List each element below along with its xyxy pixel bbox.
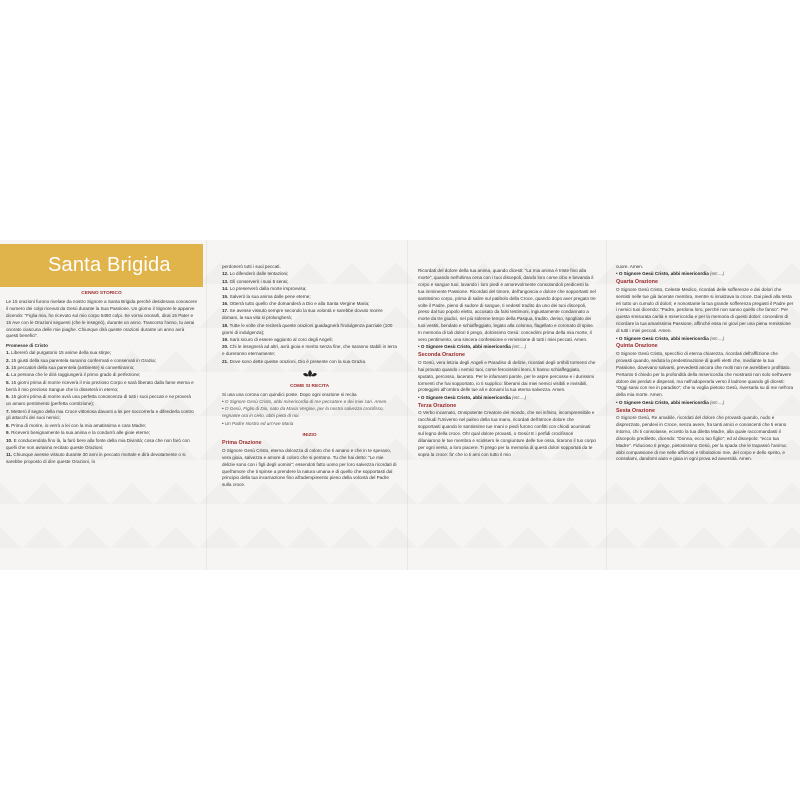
promesse-heading: Promesse di Cristo xyxy=(6,343,48,349)
quinta-text: O Signore Gesù Cristo, specchio di eterna chiarezza, ricordati dell'afflizione che provasti quando, seduta la predestinazione di quelli eletti che, mediante la tua Passione, dovevano salvarsi, prevedesti ancora che molti non ne avrebbero profittato. Pertanto ti chiedo per la profondità della misericordia che mostrasti non solo nell'avere dolore dei perduti e disperati, ma nell'adoperarla verso il ladrone quando gli dicesti: "Oggi sarai con me in paradiso"; che tu voglia pietoso Gesù, riversarla su di me nell'ora della mia morte. Amen. xyxy=(616,350,794,398)
promise-item: 19. Sarà sicuro di essere aggiunto al coro degli Angeli; xyxy=(222,337,333,343)
come-text: Si usa una corona con quindici poste. Dopo ogni orazione si recita xyxy=(222,391,357,397)
quarta-title: Quarta Orazione xyxy=(616,279,658,286)
seconda-text: O Gesù, vera letizia degli Angeli e Paradiso di delizie, ricordati degli orribili tormenti che hai provato quando i nemici tuoi, come ferocissimi leoni, ti hanno schiaffeggiato, sputato, percosso, lacerato. Per le infamanti parole, per le aspre percosse e i durissimi tormenti che hai sopportato, io ti supplico: liberami dai miei nemici visibili e invisibili, proteggimi all'ombra delle tue ali e donami la tua eterna salvezza. Amen. xyxy=(418,359,596,393)
promise-item: 18. Tutte le volte che reciterà queste orazioni guadagnerà l'indulgenza parziale (100 giorni di indulgenza); xyxy=(222,322,393,335)
prima-text: O Signore Gesù Cristo, eterna dolcezza di coloro che ti amano e che in te sperano, vera gioia, salvezza e amore di coloro che si pentono. Tu che hai detto: "Le mie delizie sono con i figli degli uomini"; essendoti fatto uomo per loro salvezza ricordati di quell'amore che ti spinse a prendere la natura umana e di quello che sopportasti dal principio della tua incarnazione fino all'adempimento pieno della volontà del Padre sulla croce. xyxy=(222,447,397,488)
cenno-heading: CENNO STORICO xyxy=(81,291,122,296)
seconda-title: Seconda Orazione xyxy=(418,352,466,359)
promise-item: 10. E conducendola fino là, la farò bere alla fonte della mia Divinità; cosa che non farò con quelli che non avranno recitato queste Orazioni; xyxy=(6,437,190,450)
column-4 xyxy=(616,264,794,464)
quarta-text: O Signore Gesù Cristo, Celeste Medico, ricordati delle sofferenze e dei dolori che sentisti nelle tue già lacerate membra, mentre si innalzava la croce. Dai piedi alla testa eri tutto un cumulo di dolori; e nonostante la tua grande sofferenza pregasti il Padre per i nemici tuoi dicendo: "Padre, perdona loro, perché non sanno quello che fanno". Per questa smisurata carità e misericordia e per la memoria di questi dolori: concedimi di ricordare la tua amarissima Passione, affinché essa mi giovi per una piena remissione di tutti i miei peccati. Amen. xyxy=(616,286,794,334)
promise-item: 12. Lo difenderò dalle tentazioni; xyxy=(222,271,289,277)
promise-item: 11. Chiunque avesse vissuto durante 30 anni in peccato mortale e dirà devotamente o si sarebbe proposto di dire queste Orazioni, lo xyxy=(6,451,186,464)
prima-text-continued: Ricordati del dolore della tua anima, quando dicesti: "La mia anima è triste fino alla morte", quando nell'ultima cena con i tuoi discepoli, dando loro come cibo e bevanda il corpo e sangue tuoi, lavando i loro piedi e amorevolmente consolandoli predicesti la tua imminente Passione. Ricordati del timore, dell'angoscia e dolore che sopportasti nel santissimo corpo, prima di salire sul patibolo della Croce, quando dopo aver pregato tre volte il Padre, pieno di sudore di sangue, ti vedesti tradito da uno dei tuoi discepoli, preso dal tuo popolo eletto, accusato da falsi testimoni, ingiustamente condannato a morte da tre giudici, nel più solenne tempo della Pasqua, tradito, deriso, spogliato dei tuoi vestiti, bendato e schiaffeggiato, legato alla colonna, flagellato e coronato di spine. In memoria di tali dolori ti prego, dolcissimo Gesù: concedimi prima della mia morte, il vero pentimento, una sincera confessione e remissione di tutti i miei peccati. Amen. xyxy=(418,268,596,343)
promise-item: 3. 15 peccatori della sua parentela (ambiente) si convertiranno; xyxy=(6,365,135,371)
refrain-line: • O Signore Gesù Cristo, abbi misericordia (etc....) xyxy=(616,271,725,277)
sesta-title: Sesta Orazione xyxy=(616,407,655,414)
promise-item: 2. 15 giusti della sua parentela saranno confermati e conservati in Grazia; xyxy=(6,357,156,363)
promise-item: 9. Riceverò benignamente la sua anima e la condurrò alle gioie eterne; xyxy=(6,430,151,436)
come-bullet: • Un Padre Nostro ed un'Ave Maria xyxy=(222,420,294,426)
terza-title: Terza Orazione xyxy=(418,402,457,409)
refrain-line: • O Signore Gesù Cristo, abbi misericordia (etc....) xyxy=(616,335,725,341)
prima-title: Prima Orazione xyxy=(222,440,262,447)
come-heading: COME SI RECITA xyxy=(289,383,330,389)
promise-item: 15. Salverò la sua anima dalle pene eterne; xyxy=(222,293,311,299)
come-bullet: • O Signore Gesù Cristo, abbi misericordia di me peccatore e dei miei cari. Amen. xyxy=(222,398,388,404)
column-3 xyxy=(418,268,596,459)
promise-item: 5. 15 giorni prima di morire riceverà il mio prezioso Corpo e sarà liberato dalla fame eterna e berrà il mio prezioso Sangue che lo disseterà in eterno; xyxy=(6,379,194,392)
refrain-line: • O Signore Gesù Cristo, abbi misericordia (etc....) xyxy=(616,399,725,405)
promise-item: 14. Lo preserverò dalla morte improvvisa; xyxy=(222,286,307,292)
quinta-title: Quinta Orazione xyxy=(616,343,658,350)
inizio-heading: INIZIO xyxy=(302,432,317,438)
promise-item: 1. Libererò dal purgatorio 15 anime della sua stirpe; xyxy=(6,350,111,356)
promise-item: 6. 15 giorni prima di morire avrà una perfetta conoscenza di tutti i suoi peccati e ne proverà un amaro pentimento (perfetta contrizione); xyxy=(6,394,191,407)
promise-item: 17. Se avesse vissuto sempre secondo la sua volontà e sarebbe dovuto morire domani, la sua vita si prolungherà; xyxy=(222,308,383,321)
fold-line xyxy=(407,240,408,570)
terza-text: O Verbo incarnato, Onnipotente Creatore del mondo, che sei infinito, incomprensibile e racchiudi l'Universo nel palmo della tua mano, ricordati dell'atroce dolore che sopportasti quando le santissime tue mani e piedi furono confitti con chiodi acuminati sul legno della croce. Oh! qual dolore provasti, o Gesù! E i perfidi crocifissori dilaniarono le tue membra e sciolsero le congiunture delle tue ossa, tirarono il tuo corpo per ogni verso, a loro piacere. Ti prego per la memoria di questi dolori sopportati da te sopra la croce: fa' che io ti ami con tutto il mio xyxy=(418,410,596,457)
ornament-icon xyxy=(301,369,319,378)
cenno-text: Le 15 orazioni furono rivelate da nostro Signore a Santa Brigida perché desiderava conoscere il numero dei colpi ricevuti da Gesù durante la Sua Passione. Un giorno il Signore le apparve dicendo: "Figlia mia, ho ricevuto sul mio corpo 5480 colpi. Se vorrai onorarli, dirai 15 Pater e 15 Ave con le Orazioni seguenti (che le insegnò), durante un anno. Trascorso l'anno, tu avrai onorato ciascuna delle mie piaghe. Chiunque dirà queste orazioni durante un anno avrà questi benefici". xyxy=(6,298,198,339)
promise-item: 8. Prima di morire, io verrò a lei con la mia amatissima e cara Madre; xyxy=(6,422,147,428)
refrain-line: • O Signore Gesù Cristo, abbi misericordia (etc....) xyxy=(418,394,527,400)
ornament-divider xyxy=(222,369,397,381)
promise-item: 21. Dove sono dette queste orazioni, Dio è presente con la sua Grazia. xyxy=(222,358,367,364)
fold-line xyxy=(206,240,207,570)
come-bullet: • O Gesù, Figlio di Dio, nato da Maria Vergine, per la nostra salvezza crocifisso, regnante ora in cielo, abbi pietà di noi. xyxy=(222,406,384,419)
promise-item: 16. Otterrà tutto quello che domanderà a Dio e alla Santa Vergine Maria; xyxy=(222,301,370,307)
banner-title: Santa Brigida xyxy=(0,244,203,287)
column-1 xyxy=(6,288,197,466)
promise-item: 7. Metterò il segno della mia Croce vittoriosa davanti a lei per soccorrerla e difenderla contro gli attacchi dei suoi nemici; xyxy=(6,408,194,421)
sesta-text: O Signore Gesù, Re amabile, ricordati del dolore che provasti quando, nudo e disprezzato, pendevi in Croce, senza avere, fra tanti amici e conoscenti che ti erano intorno, chi ti consolasse, eccetto la tua diletta Madre, alla quale raccomandasti il discepolo prediletto, dicendo: "Donna, ecco tuo figlio"; ed al discepolo: "ecco tua Madre". Fiducioso ti prego, pietosissimo Gesù, per la spada che le trapassò l'anima: abbi compassione di me nelle afflizioni e tribolazioni mie, del corpo e dello spirito, e consolami, dandomi aiuto e gioia in ogni prova ed avversità. Amen. xyxy=(616,415,787,462)
promise-item: 13. Gli conserverò i suoi 5 sensi; xyxy=(222,278,289,284)
terza-text-continued: cuore. Amen. xyxy=(616,264,644,269)
column-2 xyxy=(222,264,397,490)
promise-item: 4. La persona che le dirà raggiungerà il primo grado di perfezione; xyxy=(6,372,141,378)
promise-continued: perdonerò tutti i suoi peccati. xyxy=(222,264,281,269)
refrain-line: • O Signore Gesù Cristo, abbi misericordia (etc....) xyxy=(418,344,527,350)
promesse-list xyxy=(6,350,197,466)
fold-line xyxy=(606,240,607,570)
promise-item: 20. Chi le insegnerà ad altri, avrà gioia e merito senza fine, che saranno stabili in terra e dureranno eternamente; xyxy=(222,344,397,357)
prayer-leaflet xyxy=(0,240,800,570)
